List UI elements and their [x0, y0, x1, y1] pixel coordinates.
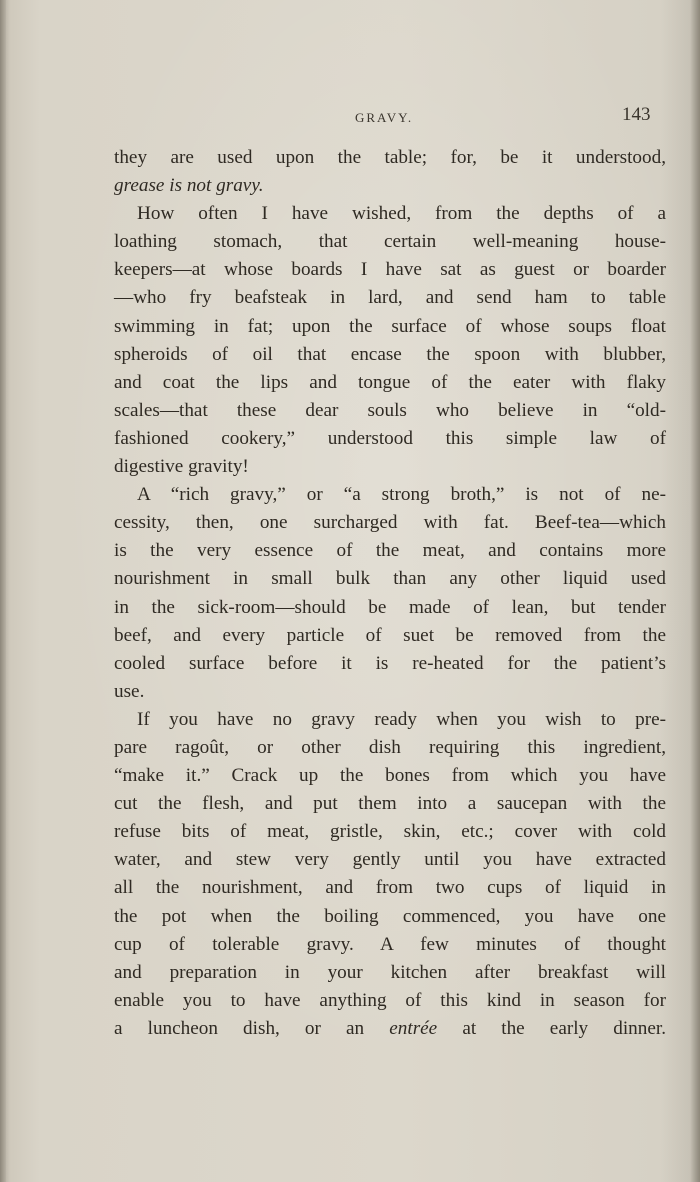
text-line: nourishment in small bulk than any other liquid used: [114, 568, 666, 590]
paragraph-4: [114, 706, 666, 1043]
text-line: spheroids of oil that encase the spoon with blubber,: [114, 343, 666, 365]
italic-text: grease is not gravy.: [114, 175, 264, 197]
page-gutter-shadow: [0, 0, 6, 1182]
text-line: they are used upon the table; for, be it understood,: [114, 147, 666, 168]
text-line: all the nourishment, and from two cups of liquid in: [114, 877, 666, 899]
text-line: enable you to have anything of this kind in season for: [114, 989, 666, 1011]
text-fragment: a luncheon dish, or an: [114, 1017, 365, 1039]
text-line: pare ragoût, or other dish requiring this ingredient,: [114, 736, 666, 758]
text-line: keepers—at whose boards I have sat as guest or boarder: [114, 259, 666, 281]
text-line: swimming in fat; upon the surface of whose soups float: [114, 315, 666, 337]
running-head: [0, 104, 700, 134]
text-line: in the sick-room—should be made of lean, but tender: [114, 596, 666, 618]
text-line: cup of tolerable gravy. A few minutes of thought: [114, 933, 666, 955]
text-line: cooled surface before it is re-heated for the patient’s: [114, 652, 666, 674]
paragraph-2: [114, 200, 666, 481]
text-line: How often I have wished, from the depths of a: [137, 203, 666, 225]
text-line: beef, and every particle of suet be removed from the: [114, 624, 666, 646]
text-line: A “rich gravy,” or “a strong broth,” is not of ne-: [137, 484, 666, 506]
text-line: If you have no gravy ready when you wish to pre-: [137, 708, 666, 730]
text-line: refuse bits of meat, gristle, skin, etc.; cover with cold: [114, 821, 666, 843]
text-line: fashioned cookery,” understood this simple law of: [114, 427, 666, 449]
text-line: the pot when the boiling commenced, you have one: [114, 905, 666, 927]
text-line: and preparation in your kitchen after breakfast will: [114, 961, 666, 983]
page-edge-shadow: [690, 0, 700, 1182]
text-fragment: at the early dinner.: [462, 1017, 667, 1039]
text-line: use.: [114, 680, 145, 702]
text-line: cessity, then, one surcharged with fat. Beef-tea—which: [114, 512, 666, 534]
italic-text: entrée: [389, 1017, 438, 1039]
running-title: GRAVY.: [355, 110, 414, 125]
text-line: and coat the lips and tongue of the eater with flaky: [114, 371, 666, 393]
text-line: “make it.” Crack up the bones from which you have: [114, 765, 666, 787]
body-text: [114, 144, 666, 1043]
paragraph-1: [114, 144, 666, 200]
text-line: [114, 172, 666, 200]
text-line: —who fry beafsteak in lard, and send ham to table: [114, 287, 666, 309]
text-line: scales—that these dear souls who believe in “old-: [114, 399, 666, 421]
text-line: [114, 1015, 666, 1043]
text-line: loathing stomach, that certain well-meaning house-: [114, 231, 666, 253]
text-line: water, and stew very gently until you have extracted: [114, 849, 666, 871]
page-number: 143: [622, 104, 651, 125]
text-line: digestive gravity!: [114, 456, 249, 478]
paragraph-3: [114, 481, 666, 706]
text-line: cut the flesh, and put them into a saucepan with the: [114, 793, 666, 815]
text-line: is the very essence of the meat, and contains more: [114, 540, 666, 562]
